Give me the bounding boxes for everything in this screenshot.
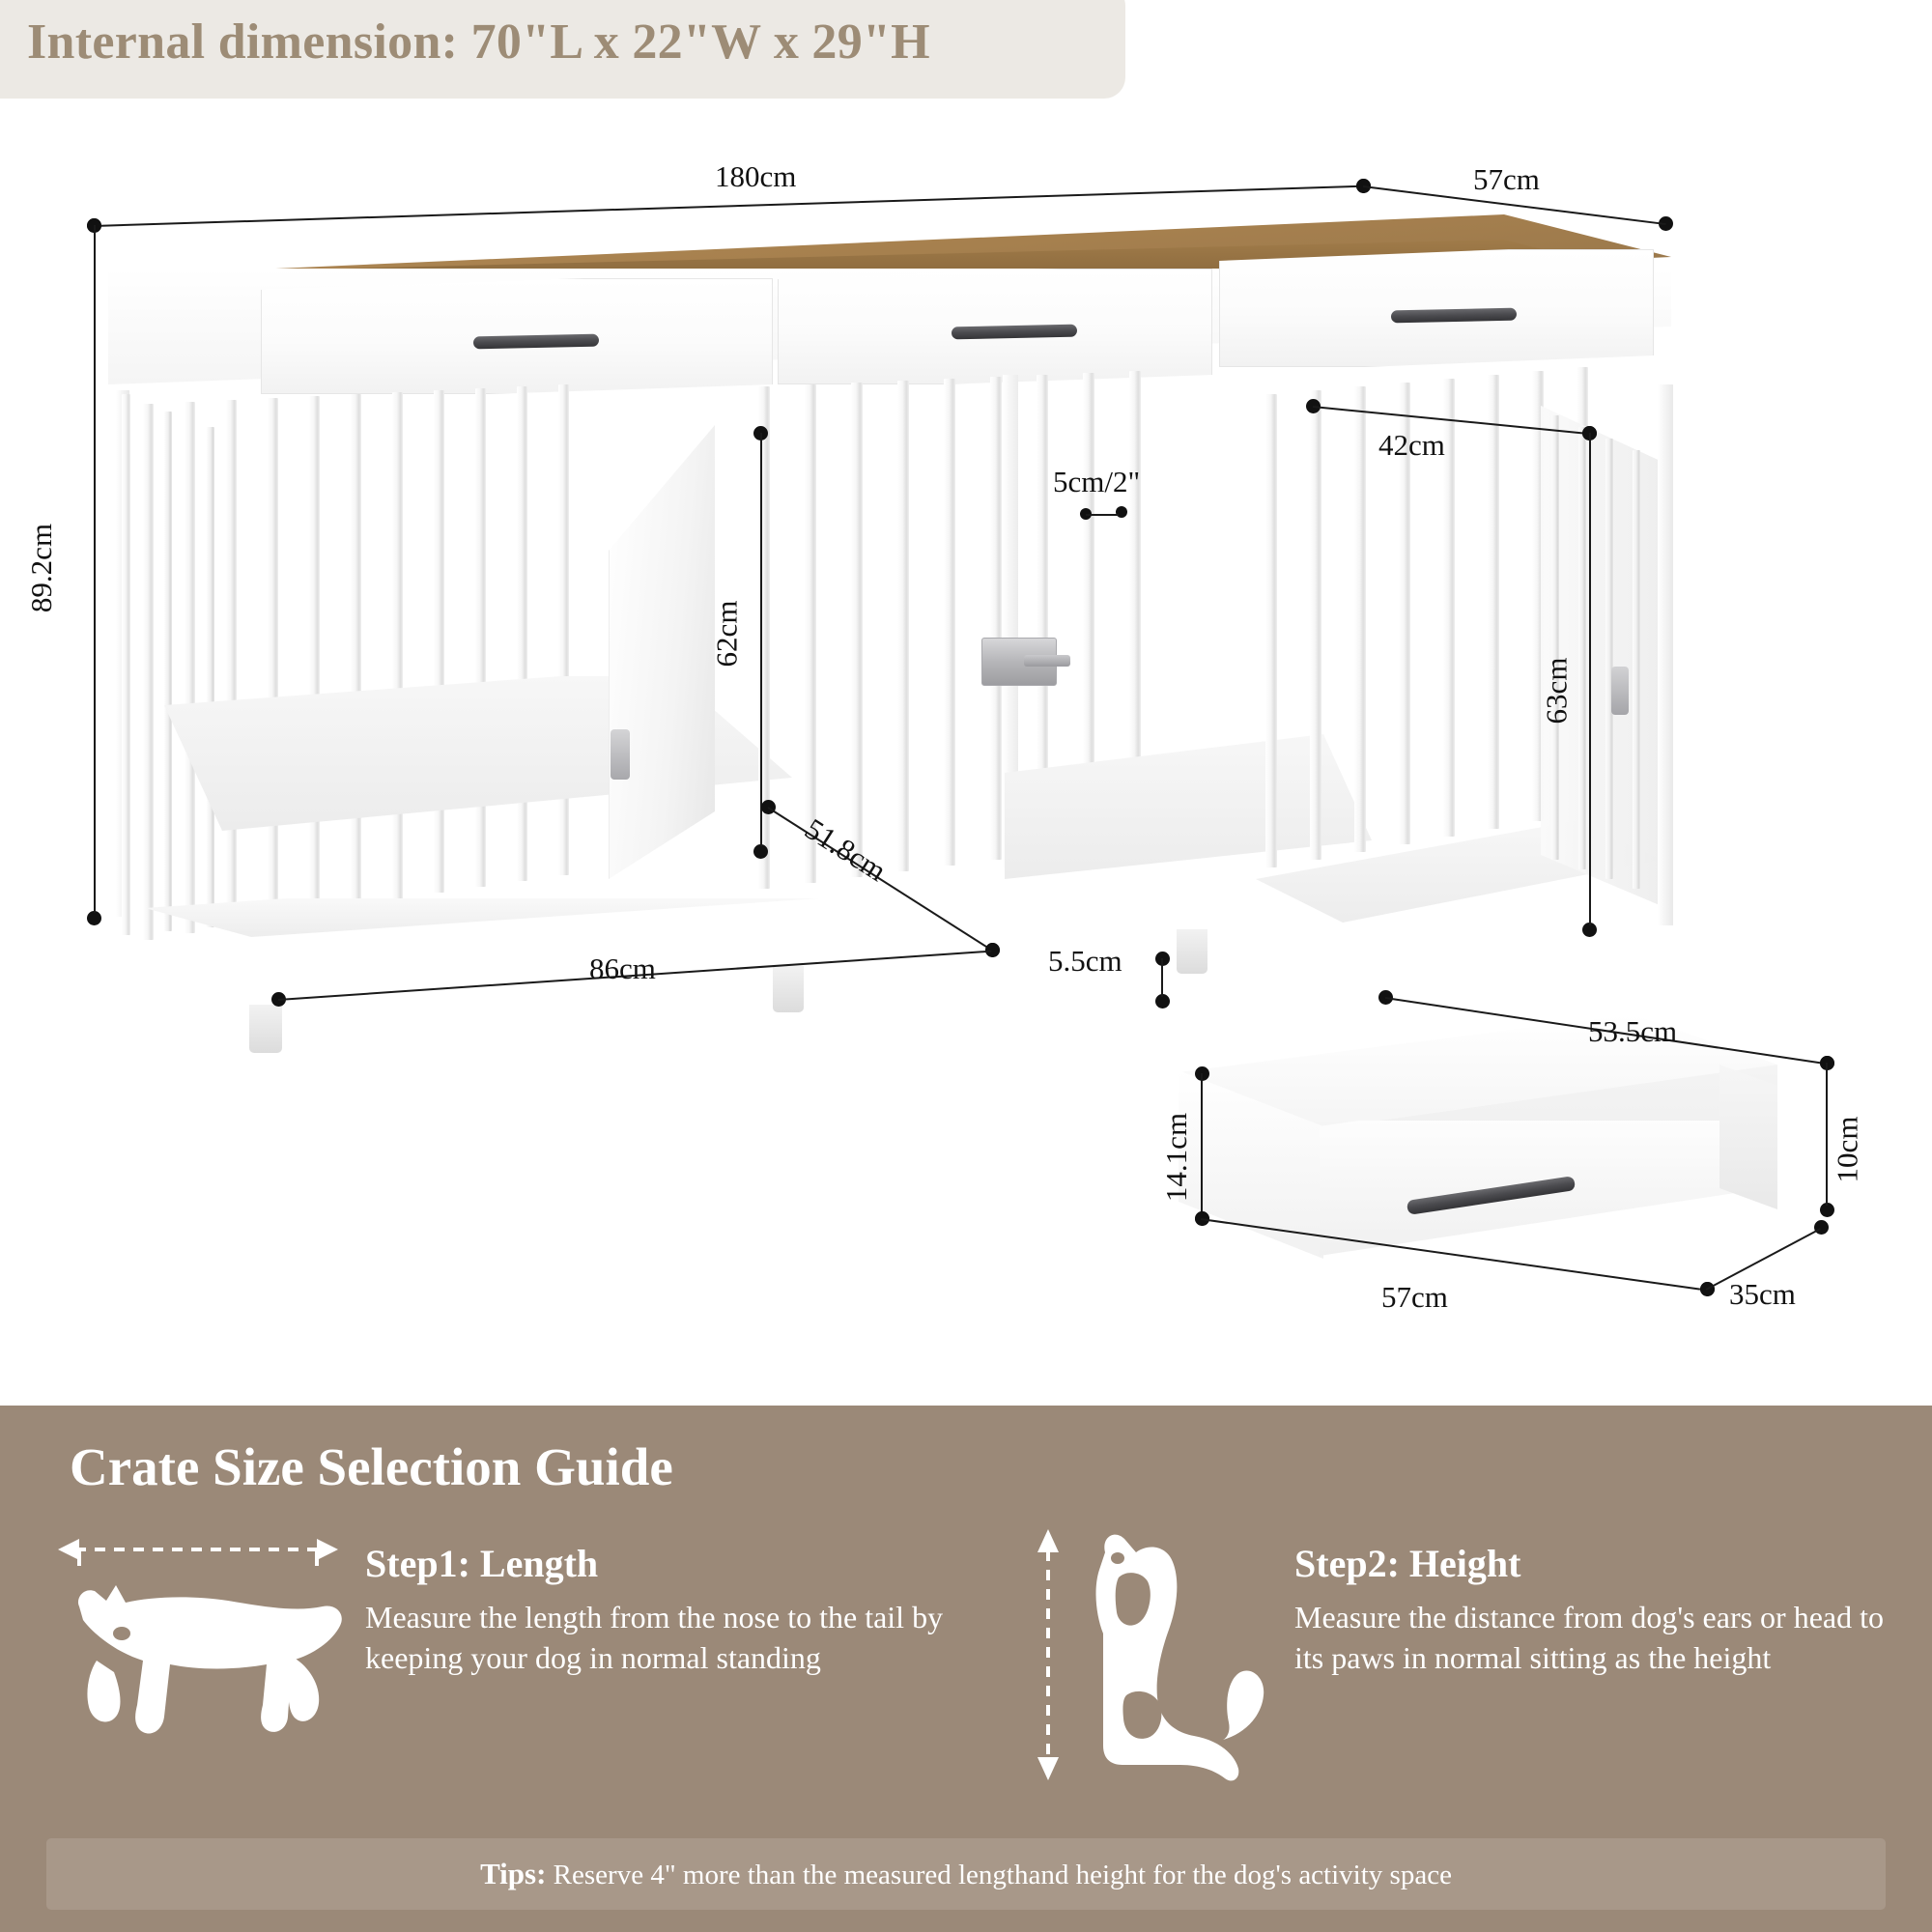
guide-title: Crate Size Selection Guide (70, 1437, 673, 1496)
dim-line-height (94, 225, 96, 913)
leg-1 (249, 1005, 282, 1053)
tips-text: Reserve 4" more than the measured lengthand height for the dog's activity space (553, 1860, 1452, 1890)
dim-label-89-2cm: 89.2cm (24, 523, 59, 613)
dim-label-35cm: 35cm (1729, 1277, 1796, 1311)
drawer-right-wall (1719, 1065, 1787, 1243)
step1-title: Step1: Length (365, 1542, 599, 1585)
sitting-dog-icon (1072, 1525, 1294, 1784)
dim-dot-height-bottom (87, 911, 101, 925)
horizontal-double-arrow-icon (58, 1533, 338, 1566)
leg-2 (773, 966, 804, 1012)
step1-description: Measure the length from the nose to the tail by keeping your dog in normal standing (365, 1600, 944, 1675)
step2-title: Step2: Height (1294, 1542, 1521, 1585)
right-outer-post (1658, 384, 1673, 925)
dim-label-5-5cm: 5.5cm (1048, 944, 1122, 978)
internal-dimension-badge (0, 0, 1125, 99)
dim-label-62cm: 62cm (709, 600, 744, 668)
dim-label-10cm: 10cm (1830, 1116, 1864, 1183)
dim-line-14-1 (1201, 1073, 1203, 1214)
dim-label-53-5cm: 53.5cm (1588, 1014, 1678, 1048)
dim-label-180cm: 180cm (715, 159, 797, 193)
dim-dot-35-right (1814, 1220, 1829, 1235)
crate-size-selection-guide (0, 1406, 1932, 1932)
dim-line-5-5 (1161, 958, 1163, 997)
dim-label-57cm-top: 57cm (1473, 162, 1540, 196)
standing-dog-icon (64, 1572, 354, 1813)
dim-label-63cm: 63cm (1539, 657, 1574, 724)
dim-label-57cm-drawer: 57cm (1381, 1280, 1448, 1314)
dim-line-62 (760, 433, 762, 846)
leg-3 (1177, 929, 1208, 974)
internal-dimension-text: Internal dimension: 70"L x 22"W x 29"H (27, 14, 930, 70)
left-room-front-bars (135, 386, 638, 947)
dim-dot-62-bottom (753, 844, 768, 859)
drawer-front-3[interactable] (1219, 249, 1654, 367)
tips-label: Tips: (480, 1857, 547, 1890)
dim-dot-barspace-right (1116, 506, 1127, 518)
tips-bar (46, 1838, 1886, 1910)
dim-label-51-8cm: 51.8cm (799, 811, 893, 889)
right-door-latch[interactable] (1611, 667, 1629, 715)
dim-label-5cm-2in: 5cm/2" (1053, 465, 1141, 498)
drawer-handle-1[interactable] (473, 334, 599, 350)
drawer-handle-3[interactable] (1391, 308, 1517, 324)
dim-line-barspace (1086, 514, 1119, 516)
step2-description: Measure the distance from dog's ears or head to its paws in normal sitting as the height (1294, 1600, 1884, 1675)
vertical-double-arrow-icon (1032, 1529, 1065, 1780)
dim-line-63 (1589, 433, 1591, 925)
dim-label-86cm: 86cm (589, 952, 656, 985)
drawer-handle-2[interactable] (952, 325, 1077, 340)
left-room-door-latch[interactable] (611, 729, 630, 780)
dim-line-10 (1826, 1063, 1828, 1206)
dim-label-14-1cm: 14.1cm (1159, 1112, 1194, 1203)
dim-label-42cm: 42cm (1378, 428, 1445, 462)
latch-bolt[interactable] (1024, 655, 1070, 667)
drawer-front-panel (1320, 1121, 1754, 1299)
